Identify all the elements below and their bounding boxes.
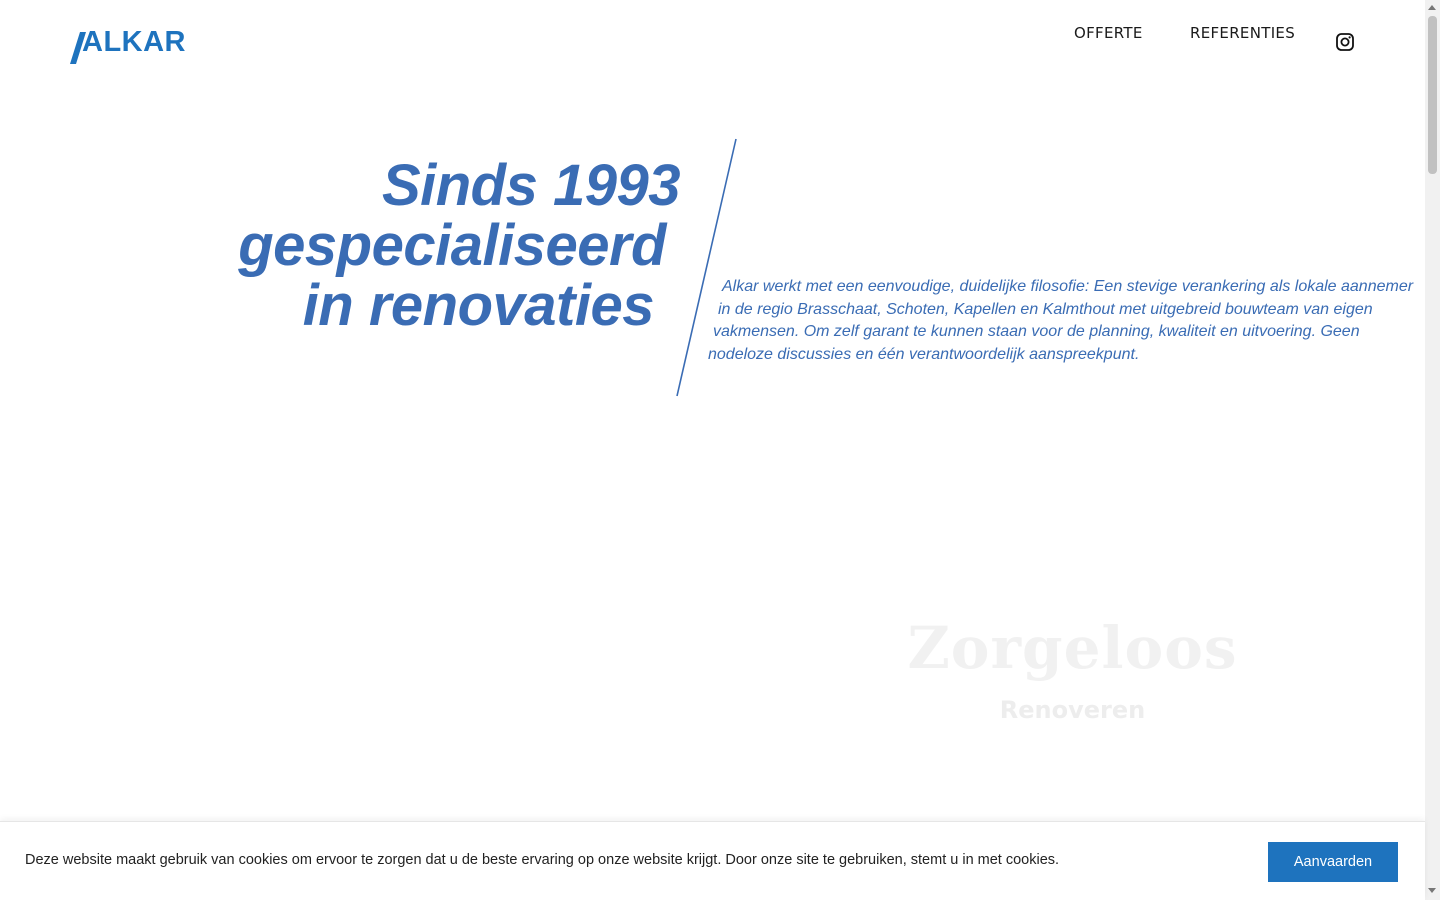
hero-heading-line: Sinds 1993 <box>381 153 680 218</box>
hero-intro-line: vakmensen. Om zelf garant te kunnen staan voor de planning, kwaliteit en uitvoering. Geen <box>713 323 1360 340</box>
page-scrollbar[interactable] <box>1425 0 1440 900</box>
scroll-down-arrow-icon[interactable] <box>1428 888 1436 893</box>
hero-intro-line: Alkar werkt met een eenvoudige, duidelijke filosofie: Een stevige verankering als lokale aannemer <box>722 278 1414 295</box>
site-header <box>0 0 1425 86</box>
nav-item-referenties[interactable]: REFERENTIES <box>1190 24 1296 42</box>
cookie-message: Deze website maakt gebruik van cookies om ervoor te zorgen dat u de beste ervaring op onze website krijgt. Door onze site te gebruiken, stemt u in met cookies. <box>25 852 1060 868</box>
section-subtitle: Renoveren <box>999 696 1146 724</box>
logo-link[interactable] <box>70 26 186 64</box>
hero-intro-line: in de regio Brasschaat, Schoten, Kapellen en Kalmthout met uitgebreid bouwteam van eigen <box>718 300 1373 318</box>
section-title: Zorgeloos <box>907 614 1238 682</box>
hero-intro-line: nodeloze discussies en één verantwoordelijk aanspreekpunt. <box>708 345 1140 363</box>
hero-heading-line: in renovaties <box>302 273 654 338</box>
logo-text: ALKAR <box>82 26 186 58</box>
accept-cookies-button[interactable]: Aanvaarden <box>1268 842 1398 882</box>
nav-item-offerte[interactable]: OFFERTE <box>1074 24 1143 42</box>
scroll-up-arrow-icon[interactable] <box>1428 5 1436 10</box>
cookie-banner <box>0 821 1425 900</box>
hero-heading <box>238 153 680 338</box>
hero-intro <box>708 276 1424 366</box>
instagram-icon[interactable] <box>1336 33 1354 51</box>
hero-heading-line: gespecialiseerd <box>238 213 666 278</box>
scroll-thumb[interactable] <box>1428 16 1437 174</box>
